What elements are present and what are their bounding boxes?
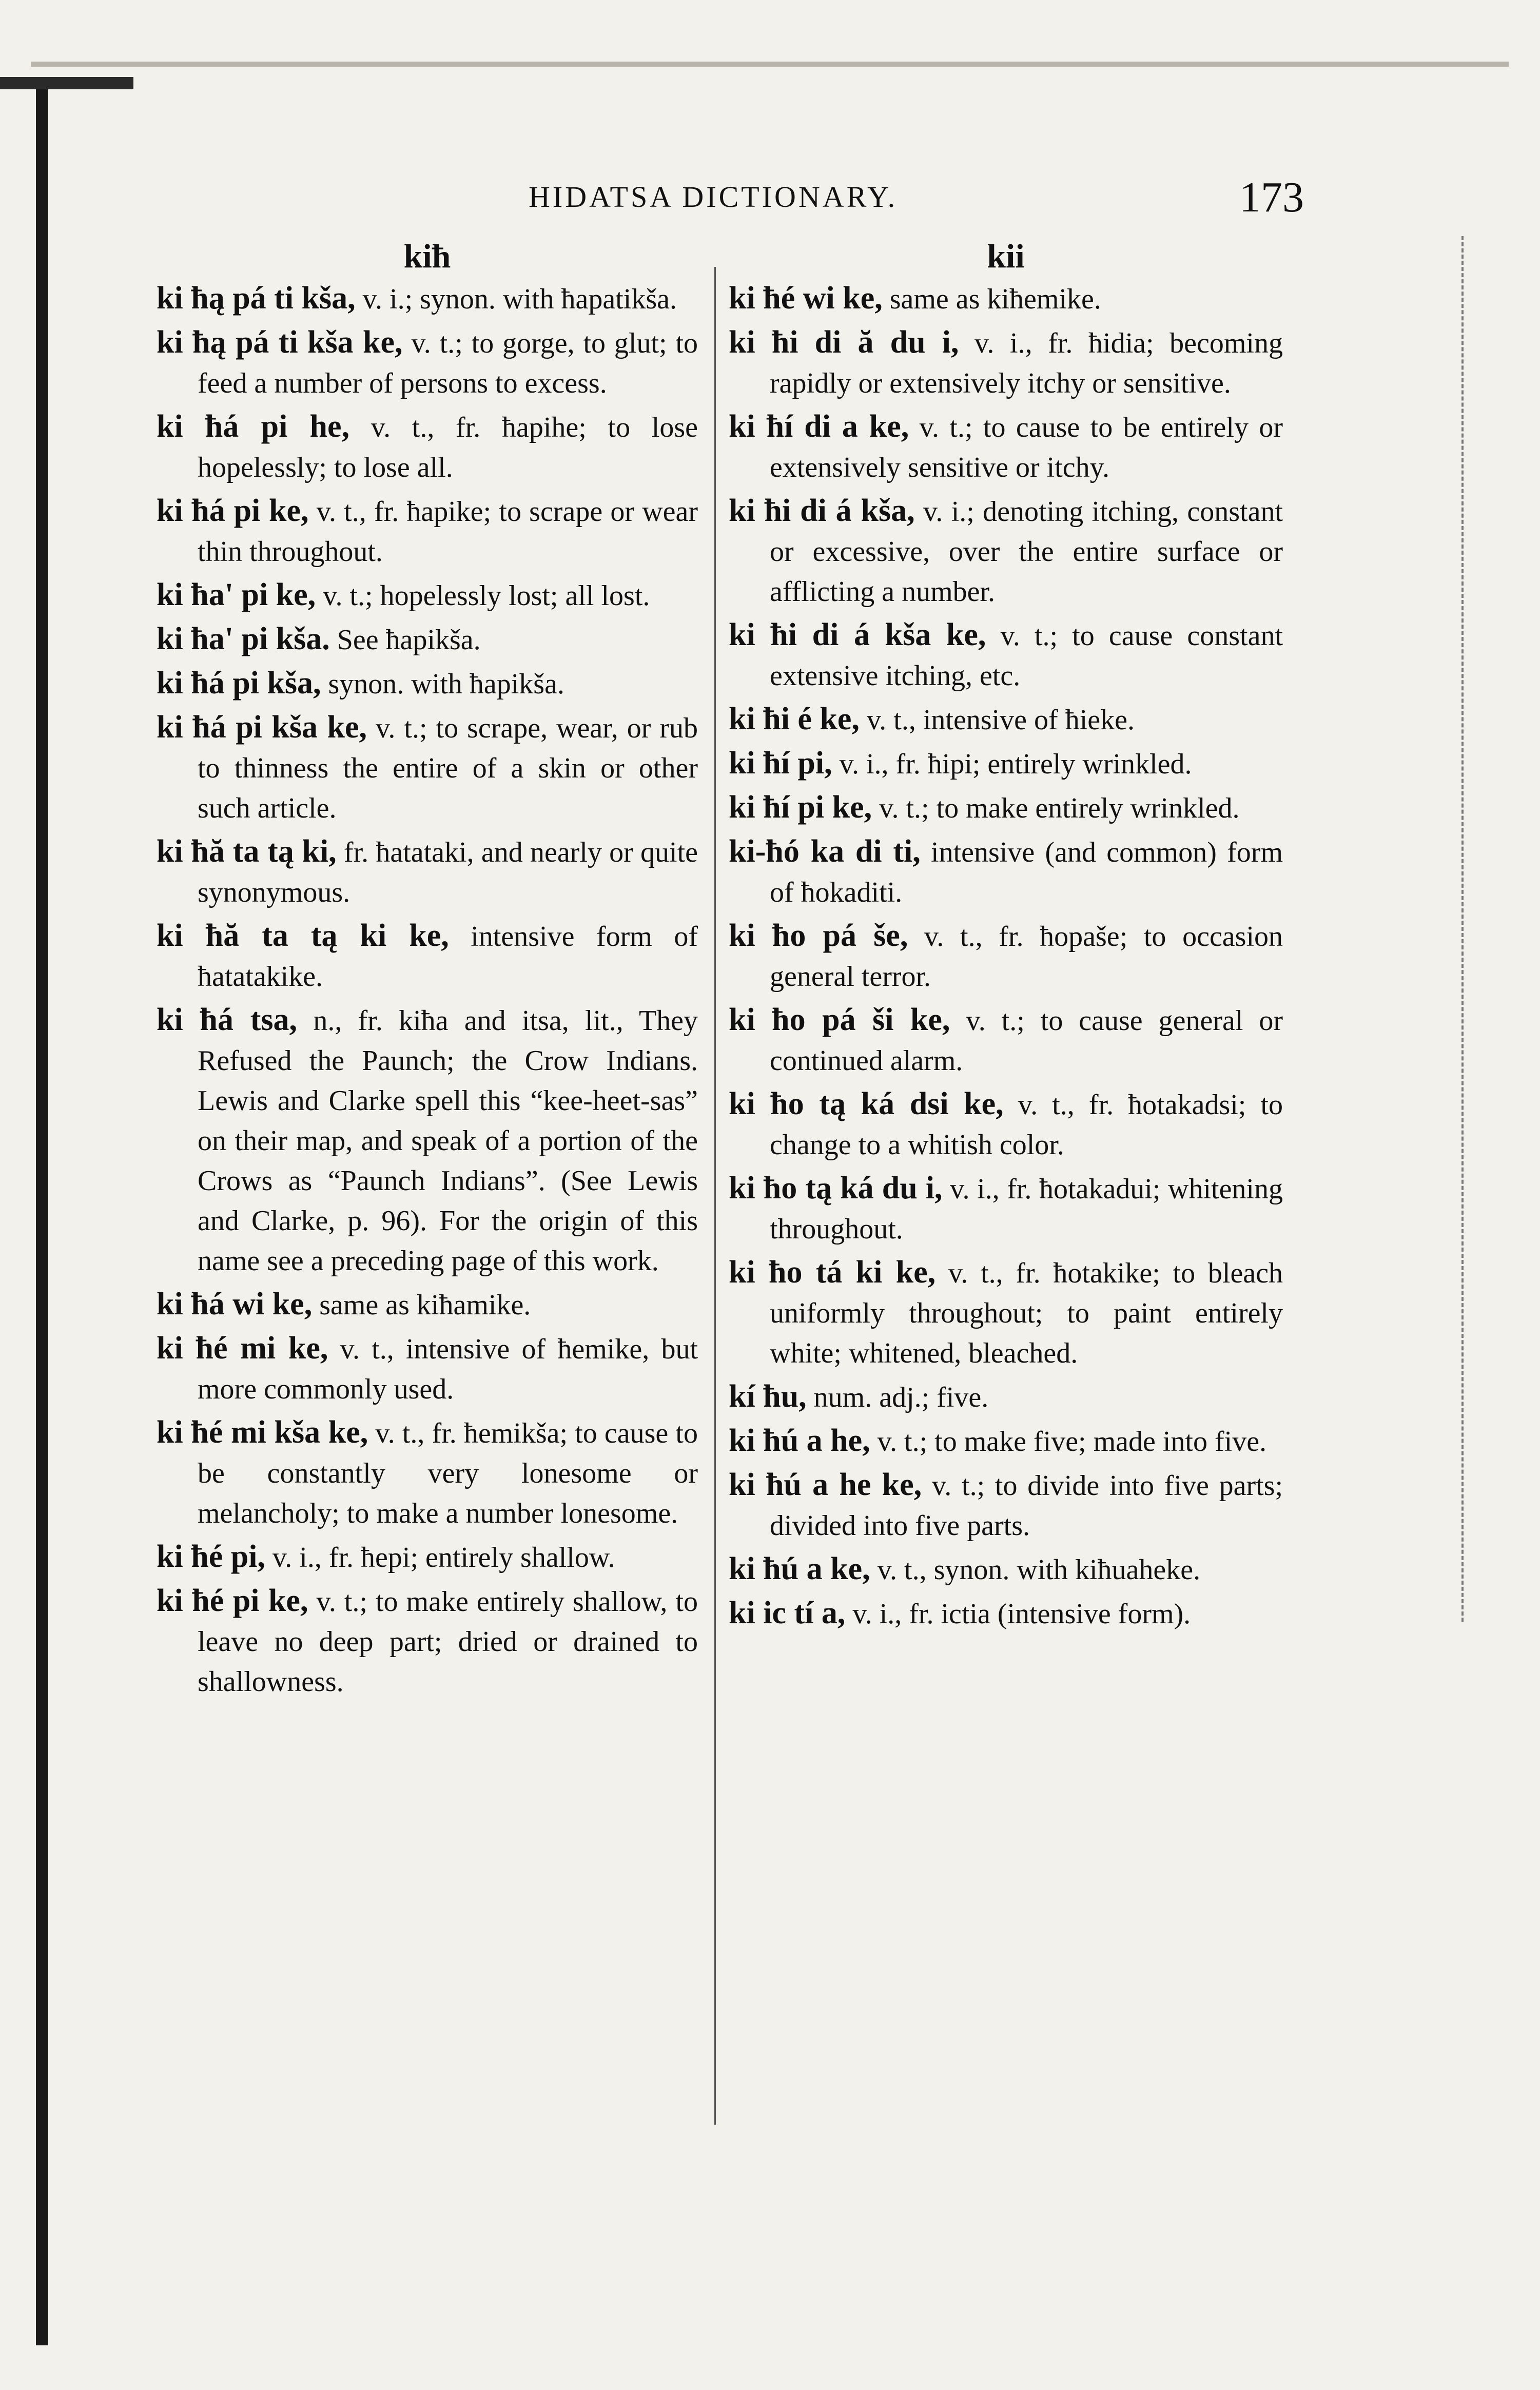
entry-definition: v. t.; to cause to be entirely or extensively sensitive or itchy. — [770, 412, 1283, 483]
entry-definition: v. i., fr. ħidia; becoming rapidly or extensively itchy or sensitive. — [770, 327, 1283, 399]
entry-definition: v. i., fr. ħipi; entirely wrinkled. — [839, 748, 1192, 780]
dictionary-entry — [157, 575, 698, 616]
entry-headword: ki ħé mi ke, — [157, 1331, 328, 1366]
entry-headword: ki ħí pi, — [729, 746, 832, 781]
entry-definition: v. t., intensive of ħemike, but more commonly used. — [198, 1333, 698, 1405]
entry-headword: ki ħá pi kša ke, — [157, 710, 367, 745]
entry-definition: same as kiħemike. — [889, 283, 1101, 315]
dictionary-entry — [729, 1376, 1283, 1417]
page-top-edge — [31, 62, 1509, 67]
entry-headword: ki ħą pá ti kša, — [157, 281, 356, 316]
entry-headword: ki ħú a he, — [729, 1423, 870, 1458]
dictionary-entry — [729, 787, 1283, 828]
entry-headword: ki ħá tsa, — [157, 1002, 298, 1037]
entry-headword: ki ħă ta tą ki ke, — [157, 918, 449, 953]
entry-headword: ki ħa' pi kša. — [157, 621, 330, 656]
entry-definition: fr. ħatataki, and nearly or quite synonymous. — [198, 837, 698, 908]
dictionary-entry — [157, 1412, 698, 1533]
entry-headword: ki ħá wi ke, — [157, 1287, 313, 1322]
column-divider — [714, 267, 716, 2125]
entry-definition: v. t., intensive of ħieke. — [866, 704, 1135, 736]
dictionary-entry — [729, 1252, 1283, 1373]
entry-headword: ki-ħó ka di ti, — [729, 834, 921, 869]
entry-definition: v. i.; synon. with ħapatikša. — [362, 283, 677, 315]
entry-headword: ki ħi di ă du i, — [729, 325, 959, 360]
right-column — [729, 236, 1283, 1637]
page-right-edge-marks — [1461, 236, 1468, 1622]
entry-headword: ki ħa' pi ke, — [157, 577, 316, 612]
dictionary-entry — [729, 1168, 1283, 1249]
dictionary-entry — [157, 278, 698, 319]
entry-definition: synon. with ħapikša. — [328, 668, 564, 700]
entry-definition: v. i., fr. ħepi; entirely shallow. — [272, 1542, 615, 1573]
entry-definition: v. t., fr. ħapihe; to lose hopelessly; to lose all. — [198, 412, 698, 483]
dictionary-entry — [157, 663, 698, 704]
dictionary-entry — [157, 707, 698, 828]
entry-headword: ki ħé pi ke, — [157, 1583, 308, 1618]
dictionary-entry — [729, 406, 1283, 488]
left-column — [157, 236, 698, 1705]
entry-definition: same as kiħamike. — [319, 1289, 531, 1321]
entry-definition: v. t.; to make five; made into five. — [877, 1426, 1267, 1458]
entry-definition: v. i., fr. ictia (intensive form). — [852, 1598, 1191, 1630]
dictionary-entry — [157, 406, 698, 488]
dictionary-entry — [729, 1421, 1283, 1462]
entry-definition: num. adj.; five. — [813, 1382, 989, 1413]
entry-definition: n., fr. kiħa and itsa, lit., They Refused the Paunch; the Crow Indians. Lewis and Clarke spell this “kee-heet-sas” on their map, and speak of a portion of the Crows as “Paunch Indians”. (See Lewis and Clarke, p. 96). For the origin of this name see a preceding page of this work. — [198, 1005, 698, 1277]
entry-headword: ki ħă ta tą ki, — [157, 834, 337, 869]
entry-headword: ki ħo pá še, — [729, 918, 908, 953]
entry-headword: ki ħé wi ke, — [729, 281, 883, 316]
dictionary-entry — [729, 916, 1283, 997]
dictionary-entry — [157, 322, 698, 403]
entry-definition: v. t.; to gorge, to glut; to feed a number of persons to excess. — [198, 327, 698, 399]
entry-definition: v. t., fr. ħapike; to scrape or wear thin throughout. — [198, 496, 698, 568]
dictionary-entry — [729, 743, 1283, 784]
entry-definition: v. t., fr. ħotakike; to bleach uniformly throughout; to paint entirely white; whitened, bleached. — [770, 1257, 1283, 1369]
dictionary-entry — [157, 1328, 698, 1409]
entry-headword: ki ħi é ke, — [729, 702, 860, 736]
running-title: HIDATSA DICTIONARY. — [529, 180, 898, 213]
entry-headword: ki ic tí a, — [729, 1596, 846, 1630]
entry-definition: v. t.; to make entirely shallow, to leave no deep part; dried or drained to shallowness. — [198, 1586, 698, 1698]
entry-headword: ki ħą pá ti kša ke, — [157, 325, 403, 360]
entry-definition: v. t., synon. with kiħuaheke. — [877, 1554, 1201, 1586]
dictionary-entry — [729, 1549, 1283, 1590]
entry-definition: intensive form of ħatatakike. — [198, 921, 698, 993]
dictionary-entry — [157, 1284, 698, 1325]
entry-definition: v. t.; to scrape, wear, or rub to thinness the entire of a skin or other such article. — [198, 712, 698, 824]
entry-headword: ki ħé pi, — [157, 1539, 265, 1574]
dictionary-entry — [729, 1000, 1283, 1081]
entry-headword: ki ħi di á kša ke, — [729, 617, 986, 652]
dictionary-entry — [729, 322, 1283, 403]
book-binding-corner — [0, 77, 133, 89]
dictionary-entry — [729, 278, 1283, 319]
entry-headword: ki ħo tą ká dsi ke, — [729, 1086, 1004, 1121]
dictionary-entry — [729, 1465, 1283, 1546]
entry-definition: v. t.; to cause general or continued alarm. — [770, 1005, 1283, 1077]
entry-definition: intensive (and common) form of ħokaditi. — [770, 837, 1283, 908]
entry-headword: ki ħú a he ke, — [729, 1467, 922, 1502]
dictionary-entry — [729, 615, 1283, 696]
dictionary-entry — [729, 1084, 1283, 1165]
dictionary-entry — [157, 1000, 698, 1281]
guide-word: kii — [987, 238, 1025, 275]
entry-definition: v. t., fr. ħotakadsi; to change to a whitish color. — [770, 1089, 1283, 1161]
entry-headword: ki ħo tá ki ke, — [729, 1255, 936, 1290]
entry-headword: ki ħá pi he, — [157, 409, 350, 444]
entry-headword: ki ħá pi ke, — [157, 493, 309, 528]
dictionary-entry — [157, 1537, 698, 1578]
entry-headword: ki ħo tą ká du i, — [729, 1171, 943, 1206]
entry-headword: ki ħú a ke, — [729, 1551, 870, 1586]
entry-headword: ki ħé mi kša ke, — [157, 1415, 368, 1450]
dictionary-entry — [729, 831, 1283, 912]
entry-definition: v. t.; to cause constant extensive itching, etc. — [770, 620, 1283, 692]
entry-definition: v. i., fr. ħotakadui; whitening throughout. — [770, 1173, 1283, 1245]
dictionary-entry — [157, 491, 698, 572]
dictionary-entry — [729, 1593, 1283, 1634]
dictionary-entry — [729, 491, 1283, 612]
entry-headword: ki ħá pi kša, — [157, 666, 321, 701]
page-header — [154, 174, 1304, 226]
entry-headword: ki ħo pá ši ke, — [729, 1002, 950, 1037]
entry-definition: v. t., fr. ħemikša; to cause to be constantly very lonesome or melancholy; to make a number lonesome. — [198, 1417, 698, 1529]
entry-definition: v. i.; denoting itching, constant or excessive, over the entire surface or afflicting a number. — [770, 496, 1283, 608]
dictionary-entry — [729, 699, 1283, 740]
entry-headword: ki ħí di a ke, — [729, 409, 909, 444]
dictionary-entry — [157, 916, 698, 997]
entry-definition: v. t.; hopelessly lost; all lost. — [323, 580, 650, 612]
page-number: 173 — [1239, 173, 1304, 221]
dictionary-entry — [157, 1581, 698, 1702]
book-binding-edge — [36, 87, 48, 2345]
entry-definition: v. t.; to divide into five parts; divided into five parts. — [770, 1470, 1283, 1542]
entry-definition: See ħapikša. — [337, 624, 481, 656]
guide-word: kiħ — [403, 238, 451, 275]
entry-headword: kí ħu, — [729, 1379, 807, 1414]
entry-definition: v. t.; to make entirely wrinkled. — [879, 792, 1240, 824]
entry-headword: ki ħi di á kša, — [729, 493, 915, 528]
dictionary-entry — [157, 831, 698, 912]
entry-definition: v. t., fr. ħopaše; to occasion general terror. — [770, 921, 1283, 993]
entry-headword: ki ħí pi ke, — [729, 790, 872, 825]
dictionary-entry — [157, 619, 698, 660]
